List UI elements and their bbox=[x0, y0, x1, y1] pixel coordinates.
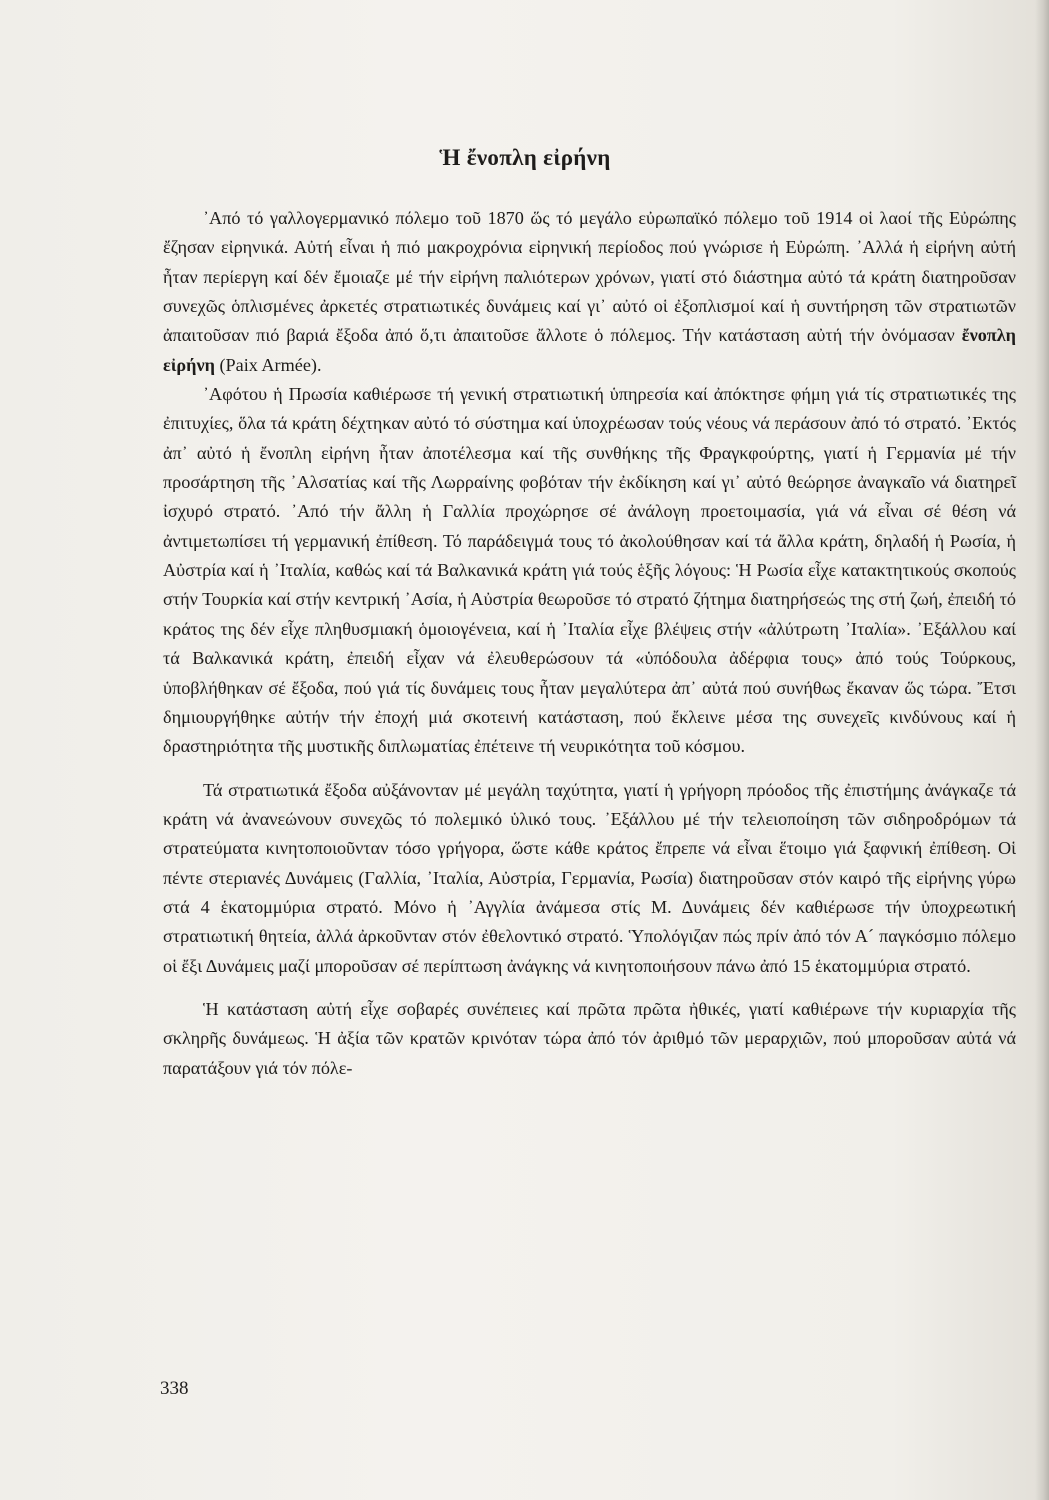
paragraph-2: ᾿Αφότου ἡ Πρωσία καθιέρωσε τή γενική στρατιωτική ὑπηρεσία καί ἀπόκτησε φήμη γιά τίς στρατιωτικές της ἐπιτυχίες, ὅλα τά κράτη δέχτηκαν αὐτό τό σύστημα καί ὑποχρέωσαν τούς νέους νά περάσουν ἀπό τό στρατό. ᾿Εκτός ἀπ᾿ αὐτό ἡ ἔνοπλη εἰρήνη ἦταν ἀποτέλεσμα καί τῆς συνθήκης τῆς Φραγκφούρτης, γιατί ἡ Γερμανία μέ τήν προσάρτηση τῆς ᾿Αλσατίας καί τῆς Λωρραίνης φοβόταν τήν ἐκδίκηση καί γι᾿ αὐτό θεώρησε ἀναγκαῖο νά διατηρεῖ ἰσχυρό στρατό. ᾿Από τήν ἄλλη ἡ Γαλλία προχώρησε σέ ἀνάλογη προετοιμασία, γιά νά εἶναι σέ θέση νά ἀντιμετωπίσει τή γερμανική ἐπίθεση. Τό παράδειγμά τους τό ἀκολούθησαν καί τά ἄλλα κράτη, δηλαδή ἡ Ρωσία, ἡ Αὐστρία καί ἡ ᾿Ιταλία, καθώς καί τά Βαλκανικά κράτη γιά τούς ἑξῆς λόγους: Ἡ Ρωσία εἶχε κατακτητικούς σκοπούς στήν Τουρκία καί στήν κεντρική ᾿Ασία, ἡ Αὐστρία θεωροῦσε τό στρατό ζήτημα διατηρήσεώς της στή ζωή, ἐπειδή τό κράτος της δέν εἶχε πληθυσμιακή ὁμοιογένεια, καί ἡ ᾿Ιταλία εἶχε βλέψεις στήν «ἀλύτρωτη ᾿Ιταλία». ᾿Εξάλλου καί τά Βαλκανικά κράτη, ἐπειδή εἶχαν νά ἐλευθερώσουν τά «ὑπόδουλα ἀδέρφια τους» ἀπό τούς Τούρκους, ὑποβλήθηκαν σέ ἔξοδα, πού γιά τίς δυνάμεις τους ἦταν μεγαλύτερα ἀπ᾿ αὐτά πού συνήθως ἔκαναν ὥς τώρα. Ἔτσι δημιουργήθηκε αὐτήν τήν ἐποχή μιά σκοτεινή κατάσταση, πού ἔκλεινε μέσα της συνεχεῖς κινδύνους καί ἡ δραστηριότητα τῆς μυστικῆς διπλωματίας ἐπέτεινε τή νευρικότητα τοῦ κόσμου. bbox=[163, 384, 1016, 757]
paragraph-1-tail: (Paix Armée). bbox=[219, 354, 322, 375]
paragraph-4: Ἡ κατάσταση αὐτή εἶχε σοβαρές συνέπειες καί πρῶτα πρῶτα ἠθικές, γιατί καθιέρωνε τήν κυριαρχία τῆς σκληρῆς δυνάμεως. Ἡ ἀξία τῶν κρατῶν κρινόταν τώρα ἀπό τόν ἀριθμό τῶν μεραρχιῶν, πού μποροῦσαν αὐτά νά παρατάξουν γιά τόν πόλε- bbox=[163, 998, 1016, 1078]
paragraph-1-bold-term: ἔνοπλη εἰρήνη bbox=[163, 325, 1017, 375]
paragraph-3: Τά στρατιωτικά ἔξοδα αὐξάνονταν μέ μεγάλη ταχύτητα, γιατί ἡ γρήγορη πρόοδος τῆς ἐπιστήμης ἀνάγκαζε τά κράτη νά ἀνανεώνουν συνεχῶς τό πολεμικό ὑλικό τους. ᾿Εξάλλου μέ τήν τελειοποίηση τῶν σιδηροδρόμων τά στρατεύματα κινητοποιοῦνταν τόσο γρήγορα, ὥστε κάθε κράτος ἔπρεπε νά εἶναι ἕτοιμο γιά ξαφνική ἐπίθεση. Οἱ πέντε στεριανές Δυνάμεις (Γαλλία, ᾿Ιταλία, Αὐστρία, Γερμανία, Ρωσία) διατηροῦσαν στόν καιρό τῆς εἰρήνης γύρω στά 4 ἑκατομμύρια στρατό. Μόνο ἡ ᾿Αγγλία ἀνάμεσα στίς Μ. Δυνάμεις δέν καθιέρωσε τήν ὑποχρεωτική στρατιωτική θητεία, ἀλλά ἀρκοῦνταν στόν ἐθελοντικό στρατό. Ὑπολόγιζαν πώς πρίν ἀπό τόν Α´ παγκόσμιο πόλεμο οἱ ἔξι Δυνάμεις μαζί μποροῦσαν σέ περίπτωση ἀνάγκης νά κινητοποιήσουν πάνω ἀπό 15 ἑκατομμύρια στρατό. bbox=[163, 779, 1016, 976]
page-edge-shadow bbox=[1035, 0, 1049, 1500]
page-number: 338 bbox=[160, 1378, 189, 1399]
paragraph-1 bbox=[163, 204, 1016, 380]
body-text bbox=[163, 204, 1016, 1083]
section-title: Ἡ ἔνοπλη εἰρήνη bbox=[439, 145, 611, 170]
paragraph-1-text: ᾿Από τό γαλλογερμανικό πόλεμο τοῦ 1870 ὥς τό μεγάλο εὐρωπαϊκό πόλεμο τοῦ 1914 οἱ λαοί τῆς Εὐρώπης ἔζησαν εἰρηνικά. Αὐτή εἶναι ἡ πιό μακροχρόνια εἰρηνική περίοδος πού γνώρισε ἡ Εὐρώπη. ᾿Αλλά ἡ εἰρήνη αὐτή ἦταν περίεργη καί δέν ἔμοιαζε μέ τήν εἰρήνη παλιότερων χρόνων, γιατί στό διάστημα αὐτό τά κράτη διατηροῦσαν συνεχῶς ὁπλισμένες ἀρκετές στρατιωτικές δυνάμεις καί γι᾿ αὐτό οἱ ἐξοπλισμοί καί ἡ συντήρηση τῶν στρατιωτῶν ἀπαιτοῦσαν πιό βαριά ἔξοδα ἀπό ὅ,τι ἀπαιτοῦσε ἄλλοτε ὁ πόλεμος. Τήν κατάσταση αὐτή τήν ὀνόμασαν bbox=[163, 208, 1016, 346]
